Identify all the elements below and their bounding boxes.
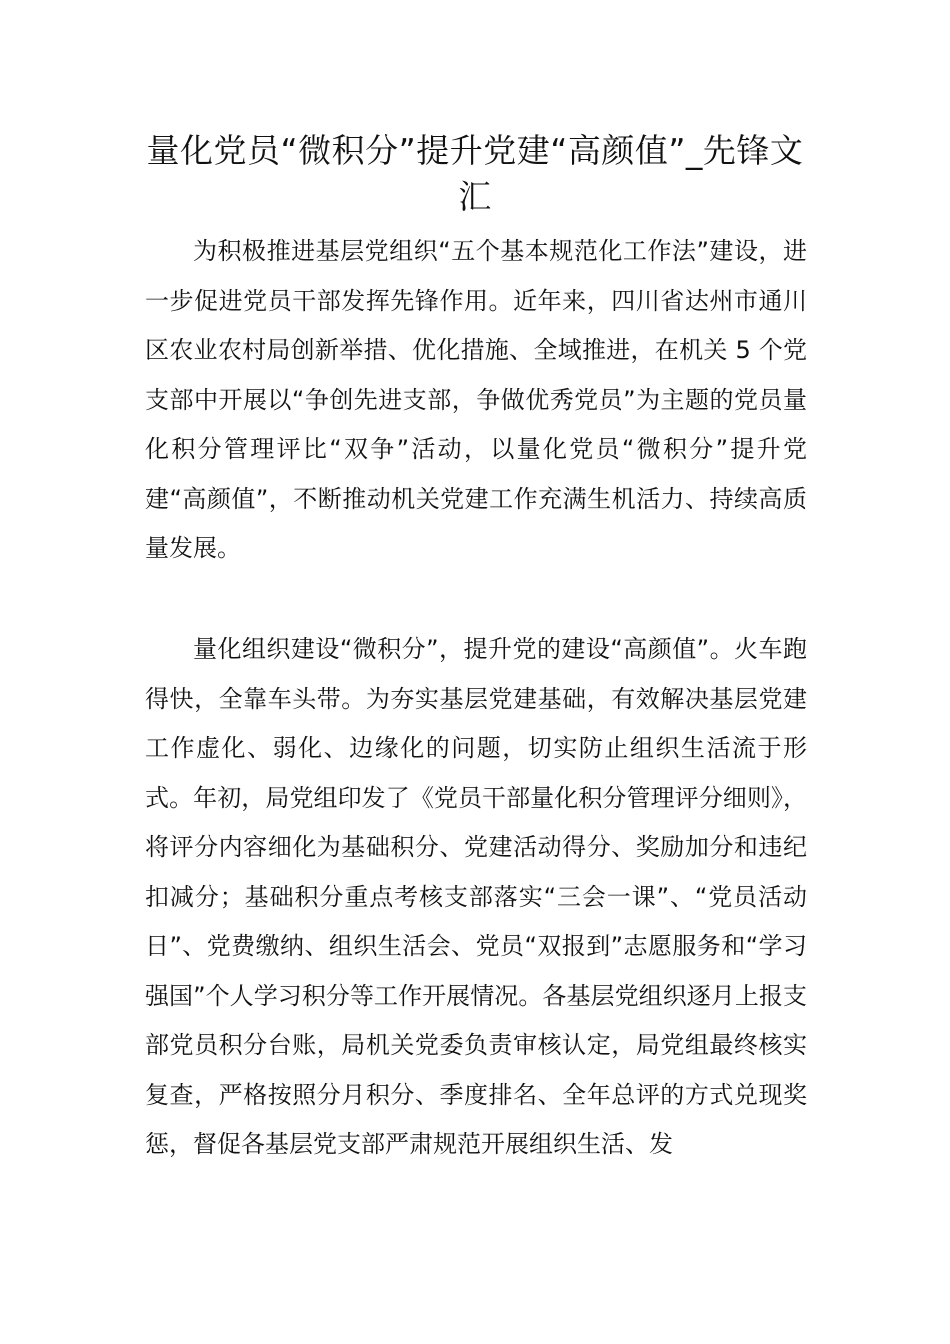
document-title: 量化党员“微积分”提升党建“高颜值”_先锋文汇	[146, 131, 804, 216]
paragraph-intro: 为积极推进基层党组织“五个基本规范化工作法”建设，进一步促进党员干部发挥先锋作用。近年来，四川省达州市通川区农业农村局创新举措、优化措施、全域推进，在机关 5 个党支部中开展以“争创先进支部，争做优秀党员”为主题的党员量化积分管理评比“双争”活动，以量化党员“微积分”提升党建“高颜值”，不断推动机关党建工作充满生机活力、持续高质量发展。	[145, 237, 807, 562]
paragraph-organization-building: 量化组织建设“微积分”，提升党的建设“高颜值”。火车跑得快，全靠车头带。为夯实基层党建基础，有效解决基层党建工作虚化、弱化、边缘化的问题，切实防止组织生活流于形式。年初，局党组印发了《党员干部量化积分管理评分细则》，将评分内容细化为基础积分、党建活动得分、奖励加分和违纪扣减分；基础积分重点考核支部落实“三会一课”、“党员活动日”、党费缴纳、组织生活会、党员“双报到”志愿服务和“学习强国”个人学习积分等工作开展情况。各基层党组织逐月上报支部党员积分台账，局机关党委负责审核认定，局党组最终核实复查，严格按照分月积分、季度排名、全年总评的方式兑现奖惩，督促各基层党支部严肃规范开展组织生活、发	[145, 635, 807, 1158]
